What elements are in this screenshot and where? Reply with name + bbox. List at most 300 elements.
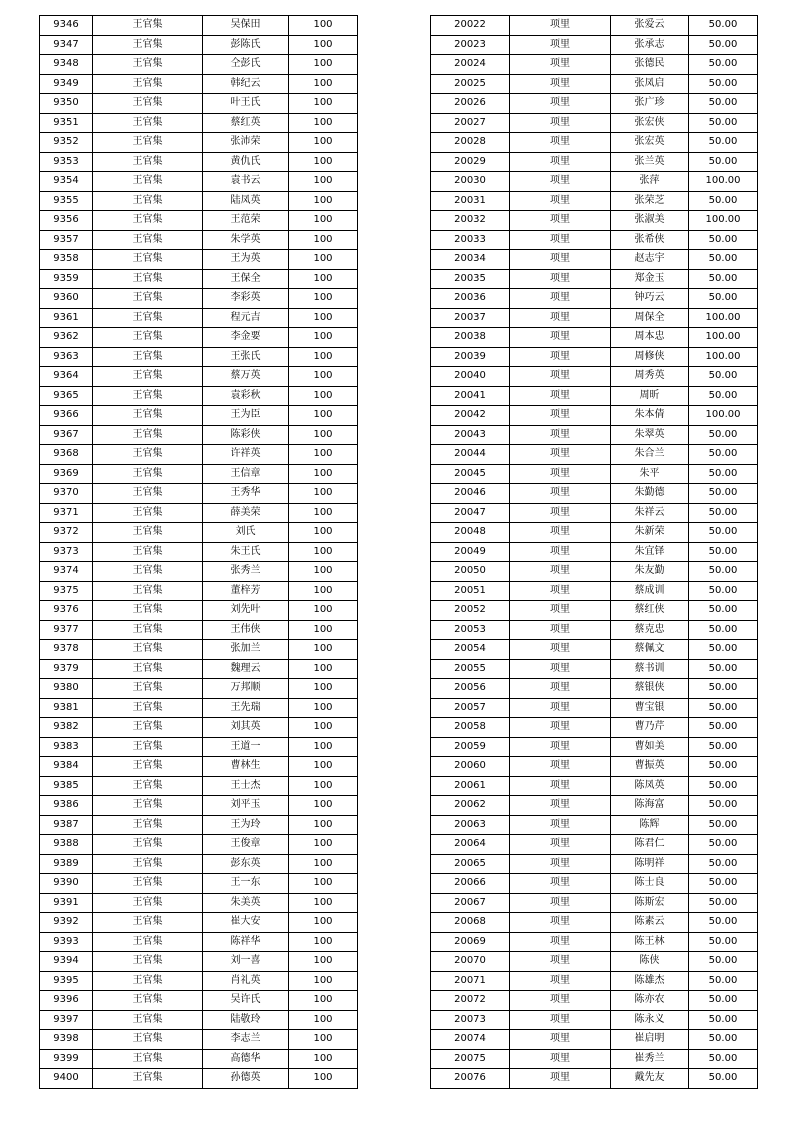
name-cell: 王道一	[203, 737, 289, 757]
name-cell: 叶王氏	[203, 94, 289, 114]
village-cell: 王官集	[93, 1069, 203, 1089]
name-cell: 陈祥华	[203, 932, 289, 952]
village-cell: 王官集	[93, 367, 203, 387]
name-cell: 王范荣	[203, 211, 289, 231]
name-cell: 陈侠	[611, 952, 689, 972]
id-cell: 9397	[40, 1010, 93, 1030]
id-cell: 20024	[431, 55, 510, 75]
table-row	[40, 854, 358, 874]
id-cell: 9392	[40, 913, 93, 933]
village-cell: 项里	[510, 406, 611, 426]
village-cell: 王官集	[93, 542, 203, 562]
table-row	[431, 250, 758, 270]
table-row	[431, 698, 758, 718]
village-cell: 王官集	[93, 308, 203, 328]
id-cell: 9378	[40, 640, 93, 660]
amount-cell: 50.00	[689, 796, 758, 816]
table-row	[431, 484, 758, 504]
amount-cell: 100	[289, 1030, 358, 1050]
id-cell: 9349	[40, 74, 93, 94]
name-cell: 陈亦农	[611, 991, 689, 1011]
table-row	[431, 542, 758, 562]
amount-cell: 100	[289, 191, 358, 211]
name-cell: 陈辉	[611, 815, 689, 835]
name-cell: 高德华	[203, 1049, 289, 1069]
amount-cell: 50.00	[689, 971, 758, 991]
amount-cell: 100	[289, 835, 358, 855]
name-cell: 刘平玉	[203, 796, 289, 816]
name-cell: 朱美英	[203, 893, 289, 913]
amount-cell: 50.00	[689, 503, 758, 523]
village-cell: 王官集	[93, 854, 203, 874]
village-cell: 项里	[510, 620, 611, 640]
amount-cell: 50.00	[689, 94, 758, 114]
id-cell: 9354	[40, 172, 93, 192]
table-row	[40, 737, 358, 757]
table-row	[431, 425, 758, 445]
table-row	[40, 191, 358, 211]
name-cell: 张广珍	[611, 94, 689, 114]
id-cell: 9390	[40, 874, 93, 894]
table-row	[431, 289, 758, 309]
village-cell: 王官集	[93, 16, 203, 36]
amount-cell: 50.00	[689, 250, 758, 270]
id-cell: 9394	[40, 952, 93, 972]
id-cell: 9373	[40, 542, 93, 562]
table-row	[40, 211, 358, 231]
amount-cell: 100	[289, 328, 358, 348]
amount-cell: 50.00	[689, 16, 758, 36]
table-row	[431, 211, 758, 231]
village-cell: 项里	[510, 74, 611, 94]
id-cell: 9348	[40, 55, 93, 75]
name-cell: 朱宜铎	[611, 542, 689, 562]
table-row	[40, 913, 358, 933]
village-cell: 王官集	[93, 698, 203, 718]
name-cell: 周昕	[611, 386, 689, 406]
name-cell: 彭东英	[203, 854, 289, 874]
table-row	[40, 113, 358, 133]
name-cell: 魏理云	[203, 659, 289, 679]
village-cell: 王官集	[93, 211, 203, 231]
table-row	[431, 347, 758, 367]
amount-cell: 50.00	[689, 893, 758, 913]
amount-cell: 50.00	[689, 542, 758, 562]
right-table-body	[431, 16, 758, 1089]
table-row	[431, 620, 758, 640]
name-cell: 陈雄杰	[611, 971, 689, 991]
amount-cell: 100	[289, 289, 358, 309]
id-cell: 20035	[431, 269, 510, 289]
name-cell: 王为玲	[203, 815, 289, 835]
id-cell: 20076	[431, 1069, 510, 1089]
village-cell: 王官集	[93, 503, 203, 523]
village-cell: 项里	[510, 425, 611, 445]
id-cell: 20048	[431, 523, 510, 543]
id-cell: 9369	[40, 464, 93, 484]
table-row	[431, 74, 758, 94]
village-cell: 王官集	[93, 133, 203, 153]
name-cell: 陆敬玲	[203, 1010, 289, 1030]
amount-cell: 100.00	[689, 406, 758, 426]
village-cell: 项里	[510, 698, 611, 718]
name-cell: 钟巧云	[611, 289, 689, 309]
table-row	[431, 991, 758, 1011]
village-cell: 项里	[510, 211, 611, 231]
village-cell: 王官集	[93, 581, 203, 601]
name-cell: 朱勤德	[611, 484, 689, 504]
name-cell: 彭陈氏	[203, 35, 289, 55]
id-cell: 20042	[431, 406, 510, 426]
village-cell: 项里	[510, 445, 611, 465]
amount-cell: 50.00	[689, 523, 758, 543]
village-cell: 王官集	[93, 35, 203, 55]
amount-cell: 50.00	[689, 152, 758, 172]
village-cell: 王官集	[93, 971, 203, 991]
village-cell: 项里	[510, 328, 611, 348]
id-cell: 9376	[40, 601, 93, 621]
name-cell: 孙德英	[203, 1069, 289, 1089]
id-cell: 9368	[40, 445, 93, 465]
id-cell: 20062	[431, 796, 510, 816]
village-cell: 王官集	[93, 289, 203, 309]
name-cell: 朱翠英	[611, 425, 689, 445]
village-cell: 王官集	[93, 620, 203, 640]
name-cell: 张德民	[611, 55, 689, 75]
id-cell: 20033	[431, 230, 510, 250]
amount-cell: 100	[289, 308, 358, 328]
id-cell: 9387	[40, 815, 93, 835]
village-cell: 项里	[510, 133, 611, 153]
amount-cell: 100	[289, 94, 358, 114]
amount-cell: 50.00	[689, 425, 758, 445]
name-cell: 蔡万英	[203, 367, 289, 387]
id-cell: 20069	[431, 932, 510, 952]
table-row	[40, 74, 358, 94]
amount-cell: 50.00	[689, 1010, 758, 1030]
table-row	[431, 113, 758, 133]
village-cell: 项里	[510, 35, 611, 55]
amount-cell: 100	[289, 133, 358, 153]
id-cell: 9355	[40, 191, 93, 211]
amount-cell: 100	[289, 152, 358, 172]
amount-cell: 100	[289, 269, 358, 289]
village-cell: 项里	[510, 913, 611, 933]
amount-cell: 50.00	[689, 269, 758, 289]
id-cell: 9395	[40, 971, 93, 991]
table-row	[431, 737, 758, 757]
table-row	[40, 16, 358, 36]
village-cell: 项里	[510, 289, 611, 309]
village-cell: 王官集	[93, 328, 203, 348]
amount-cell: 50.00	[689, 133, 758, 153]
name-cell: 周本忠	[611, 328, 689, 348]
id-cell: 9382	[40, 718, 93, 738]
name-cell: 曹宝银	[611, 698, 689, 718]
village-cell: 王官集	[93, 562, 203, 582]
amount-cell: 100	[289, 172, 358, 192]
amount-cell: 100	[289, 464, 358, 484]
amount-cell: 50.00	[689, 854, 758, 874]
right-table	[430, 15, 758, 1089]
name-cell: 张秀兰	[203, 562, 289, 582]
name-cell: 陈素云	[611, 913, 689, 933]
amount-cell: 100	[289, 35, 358, 55]
id-cell: 9366	[40, 406, 93, 426]
amount-cell: 50.00	[689, 757, 758, 777]
village-cell: 王官集	[93, 523, 203, 543]
amount-cell: 100	[289, 815, 358, 835]
id-cell: 9358	[40, 250, 93, 270]
id-cell: 9393	[40, 932, 93, 952]
name-cell: 李金要	[203, 328, 289, 348]
table-row	[431, 269, 758, 289]
table-row	[431, 796, 758, 816]
table-row	[431, 328, 758, 348]
id-cell: 9374	[40, 562, 93, 582]
village-cell: 项里	[510, 386, 611, 406]
table-row	[40, 484, 358, 504]
table-row	[40, 776, 358, 796]
id-cell: 20029	[431, 152, 510, 172]
name-cell: 朱学英	[203, 230, 289, 250]
amount-cell: 50.00	[689, 601, 758, 621]
id-cell: 20063	[431, 815, 510, 835]
name-cell: 吴许氏	[203, 991, 289, 1011]
id-cell: 20022	[431, 16, 510, 36]
name-cell: 仝彭氏	[203, 55, 289, 75]
village-cell: 王官集	[93, 659, 203, 679]
table-row	[431, 367, 758, 387]
table-row	[40, 367, 358, 387]
name-cell: 张沛荣	[203, 133, 289, 153]
amount-cell: 50.00	[689, 35, 758, 55]
village-cell: 项里	[510, 640, 611, 660]
amount-cell: 50.00	[689, 698, 758, 718]
table-row	[40, 757, 358, 777]
village-cell: 项里	[510, 874, 611, 894]
village-cell: 项里	[510, 776, 611, 796]
name-cell: 蔡佩文	[611, 640, 689, 660]
id-cell: 9388	[40, 835, 93, 855]
table-row	[40, 679, 358, 699]
table-row	[40, 991, 358, 1011]
table-row	[40, 562, 358, 582]
id-cell: 9372	[40, 523, 93, 543]
table-row	[431, 893, 758, 913]
name-cell: 朱友勤	[611, 562, 689, 582]
id-cell: 20064	[431, 835, 510, 855]
id-cell: 20045	[431, 464, 510, 484]
id-cell: 9359	[40, 269, 93, 289]
table-row	[431, 230, 758, 250]
id-cell: 20068	[431, 913, 510, 933]
amount-cell: 50.00	[689, 815, 758, 835]
table-row	[40, 620, 358, 640]
name-cell: 郑金玉	[611, 269, 689, 289]
name-cell: 张宏侠	[611, 113, 689, 133]
table-row	[431, 659, 758, 679]
village-cell: 项里	[510, 230, 611, 250]
village-cell: 项里	[510, 16, 611, 36]
name-cell: 张希侠	[611, 230, 689, 250]
name-cell: 许祥英	[203, 445, 289, 465]
name-cell: 蔡银侠	[611, 679, 689, 699]
amount-cell: 100	[289, 698, 358, 718]
id-cell: 20057	[431, 698, 510, 718]
name-cell: 曹振英	[611, 757, 689, 777]
id-cell: 9399	[40, 1049, 93, 1069]
amount-cell: 50.00	[689, 74, 758, 94]
table-row	[40, 1030, 358, 1050]
village-cell: 王官集	[93, 113, 203, 133]
village-cell: 项里	[510, 737, 611, 757]
village-cell: 王官集	[93, 55, 203, 75]
village-cell: 王官集	[93, 640, 203, 660]
village-cell: 王官集	[93, 425, 203, 445]
id-cell: 20047	[431, 503, 510, 523]
village-cell: 项里	[510, 796, 611, 816]
id-cell: 20037	[431, 308, 510, 328]
id-cell: 9353	[40, 152, 93, 172]
id-cell: 20043	[431, 425, 510, 445]
id-cell: 9347	[40, 35, 93, 55]
name-cell: 张萍	[611, 172, 689, 192]
id-cell: 9350	[40, 94, 93, 114]
village-cell: 王官集	[93, 1010, 203, 1030]
id-cell: 20060	[431, 757, 510, 777]
amount-cell: 100.00	[689, 308, 758, 328]
amount-cell: 100.00	[689, 347, 758, 367]
name-cell: 吴保田	[203, 16, 289, 36]
amount-cell: 50.00	[689, 191, 758, 211]
amount-cell: 100	[289, 1069, 358, 1089]
id-cell: 9363	[40, 347, 93, 367]
village-cell: 王官集	[93, 1049, 203, 1069]
id-cell: 20075	[431, 1049, 510, 1069]
village-cell: 项里	[510, 191, 611, 211]
name-cell: 曹乃芹	[611, 718, 689, 738]
village-cell: 王官集	[93, 679, 203, 699]
table-row	[431, 932, 758, 952]
village-cell: 项里	[510, 152, 611, 172]
name-cell: 张荣芝	[611, 191, 689, 211]
amount-cell: 100	[289, 737, 358, 757]
table-row	[40, 659, 358, 679]
village-cell: 王官集	[93, 74, 203, 94]
village-cell: 王官集	[93, 1030, 203, 1050]
village-cell: 项里	[510, 347, 611, 367]
amount-cell: 50.00	[689, 737, 758, 757]
table-row	[40, 932, 358, 952]
table-row	[40, 815, 358, 835]
table-row	[40, 230, 358, 250]
amount-cell: 50.00	[689, 991, 758, 1011]
village-cell: 项里	[510, 971, 611, 991]
village-cell: 王官集	[93, 601, 203, 621]
table-row	[431, 854, 758, 874]
name-cell: 程元吉	[203, 308, 289, 328]
table-row	[40, 250, 358, 270]
village-cell: 项里	[510, 113, 611, 133]
left-table	[39, 15, 358, 1089]
village-cell: 王官集	[93, 172, 203, 192]
id-cell: 20031	[431, 191, 510, 211]
amount-cell: 50.00	[689, 835, 758, 855]
table-row	[40, 971, 358, 991]
name-cell: 王秀华	[203, 484, 289, 504]
name-cell: 朱合兰	[611, 445, 689, 465]
table-row	[431, 172, 758, 192]
name-cell: 王伟侠	[203, 620, 289, 640]
village-cell: 项里	[510, 893, 611, 913]
id-cell: 9365	[40, 386, 93, 406]
amount-cell: 50.00	[689, 464, 758, 484]
village-cell: 王官集	[93, 932, 203, 952]
village-cell: 项里	[510, 1010, 611, 1030]
name-cell: 王张氏	[203, 347, 289, 367]
amount-cell: 50.00	[689, 1069, 758, 1089]
name-cell: 张淑美	[611, 211, 689, 231]
name-cell: 蔡红侠	[611, 601, 689, 621]
name-cell: 张兰英	[611, 152, 689, 172]
table-row	[40, 640, 358, 660]
name-cell: 王为英	[203, 250, 289, 270]
name-cell: 刘氏	[203, 523, 289, 543]
table-row	[40, 893, 358, 913]
amount-cell: 50.00	[689, 562, 758, 582]
id-cell: 9398	[40, 1030, 93, 1050]
amount-cell: 50.00	[689, 659, 758, 679]
id-cell: 20066	[431, 874, 510, 894]
name-cell: 王保全	[203, 269, 289, 289]
table-row	[431, 1010, 758, 1030]
table-row	[431, 406, 758, 426]
id-cell: 20039	[431, 347, 510, 367]
village-cell: 项里	[510, 815, 611, 835]
village-cell: 项里	[510, 679, 611, 699]
village-cell: 项里	[510, 952, 611, 972]
table-row	[431, 445, 758, 465]
amount-cell: 50.00	[689, 718, 758, 738]
amount-cell: 50.00	[689, 289, 758, 309]
village-cell: 王官集	[93, 464, 203, 484]
id-cell: 20070	[431, 952, 510, 972]
amount-cell: 50.00	[689, 581, 758, 601]
id-cell: 9386	[40, 796, 93, 816]
id-cell: 9371	[40, 503, 93, 523]
name-cell: 朱王氏	[203, 542, 289, 562]
name-cell: 袁书云	[203, 172, 289, 192]
amount-cell: 50.00	[689, 776, 758, 796]
village-cell: 王官集	[93, 815, 203, 835]
amount-cell: 100	[289, 854, 358, 874]
village-cell: 王官集	[93, 386, 203, 406]
name-cell: 陈王林	[611, 932, 689, 952]
table-row	[431, 640, 758, 660]
name-cell: 崔大安	[203, 913, 289, 933]
amount-cell: 100	[289, 776, 358, 796]
id-cell: 9351	[40, 113, 93, 133]
amount-cell: 50.00	[689, 386, 758, 406]
name-cell: 万邦顺	[203, 679, 289, 699]
table-row	[431, 815, 758, 835]
amount-cell: 50.00	[689, 113, 758, 133]
table-row	[40, 835, 358, 855]
amount-cell: 100	[289, 952, 358, 972]
village-cell: 王官集	[93, 952, 203, 972]
village-cell: 王官集	[93, 913, 203, 933]
